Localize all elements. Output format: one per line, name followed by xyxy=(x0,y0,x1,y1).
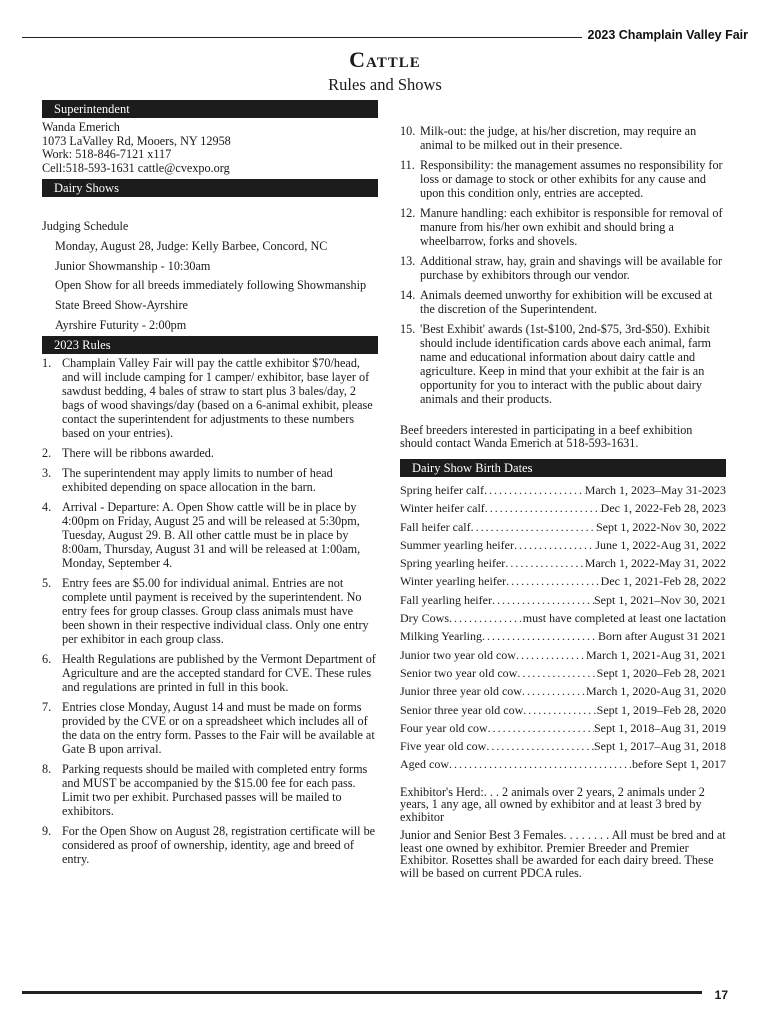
birth-date-row xyxy=(400,554,726,572)
rule-number: 3. xyxy=(42,465,52,480)
rule-number: 6. xyxy=(42,651,52,666)
birth-date-row xyxy=(400,682,726,700)
birth-date-value: Born after August 31 2021 xyxy=(598,629,726,644)
dot-leader xyxy=(486,737,594,755)
birth-date-label: Winter yearling heifer xyxy=(400,574,507,589)
left-column xyxy=(42,100,378,872)
rule-item xyxy=(42,700,378,756)
rule-item xyxy=(400,254,726,282)
birth-date-value: must have completed at least one lactation xyxy=(522,611,726,626)
birth-date-row xyxy=(400,755,726,773)
birth-date-value: before Sept 1, 2017 xyxy=(632,757,726,772)
rule-item xyxy=(42,652,378,694)
birth-date-row xyxy=(400,646,726,664)
rule-number: 15. xyxy=(400,322,416,336)
beef-note: Beef breeders interested in participating in a beef exhibition should contact Wanda Emerich at 518-593-1631. xyxy=(400,423,693,450)
page-title: Cattle xyxy=(349,47,421,72)
dot-leader xyxy=(506,572,601,590)
page-subtitle: Rules and Shows xyxy=(328,75,442,94)
birth-date-value: Sept 1, 2021–Nov 30, 2021 xyxy=(594,592,726,607)
rule-text: 'Best Exhibit' awards (1st-$100, 2nd-$75, 3rd-$50). Exhibit should include identification cards above each animal, farm name and educational information about dairy cattle and agriculture. Keep in mind that your exhibit at the fair is an opportunity for you to interact with the public about dairy animals and their products. xyxy=(420,322,712,406)
schedule-item: Monday, August 28, Judge: Kelly Barbee, Concord, NC xyxy=(55,239,328,253)
rule-number: 11. xyxy=(400,158,415,172)
rule-number: 1. xyxy=(42,355,52,370)
birth-date-row xyxy=(400,719,726,737)
birth-date-label: Winter heifer calf xyxy=(400,501,485,516)
birth-dates-list xyxy=(400,481,726,774)
dot-leader xyxy=(514,536,595,554)
rule-text: Milk-out: the judge, at his/her discretion, may require an animal to be milked out in their presence. xyxy=(420,124,697,152)
rule-text: Parking requests should be mailed with completed entry forms and MUST be accompanied by the $15.00 fee for each pass. Limit two per exhibit. Purchased passes will be mailed to exhibitors. xyxy=(62,761,368,818)
rule-number: 9. xyxy=(42,823,52,838)
birth-date-label: Senior two year old cow xyxy=(400,665,518,680)
birth-date-row xyxy=(400,499,726,517)
rule-item xyxy=(400,124,726,152)
birth-date-row xyxy=(400,518,726,536)
page-number: 17 xyxy=(714,988,728,1002)
superintendent-work-phone: Work: 518-846-7121 x117 xyxy=(42,147,172,161)
rule-item xyxy=(400,158,726,200)
dot-leader xyxy=(523,701,596,719)
birth-date-value: Sept 1, 2020–Feb 28, 2021 xyxy=(596,665,726,680)
herd-note: Junior and Senior Best 3 Females. . . . . . . . All must be bred and at least one owned by exhibitor. Premier Breeder and Premier Exhibitor. Rosettes shall be awarded for each dairy breed. These will be based on current PDCA rules. xyxy=(400,828,726,880)
rule-text: Arrival - Departure: A. Open Show cattle will be in place by 4:00pm on Friday, August 25 and will be released at 5:30pm, Tuesday, August 29. B. All other cattle must be in place by 8:00am, Thursday, August 31 and will be released at 1:00am, Monday, September 4. xyxy=(62,499,361,570)
dairy-shows-heading: Dairy Shows xyxy=(42,179,378,197)
birth-date-label: Dry Cows xyxy=(400,611,450,626)
superintendent-address: 1073 LaValley Rd, Mooers, NY 12958 xyxy=(42,133,231,148)
rule-item xyxy=(42,446,378,460)
rule-number: 10. xyxy=(400,124,416,138)
rule-number: 7. xyxy=(42,699,52,714)
rule-item xyxy=(42,500,378,570)
judging-schedule-label: Judging Schedule xyxy=(42,219,129,233)
schedule-item: Ayrshire Futurity - 2:00pm xyxy=(55,317,187,332)
birth-date-value: March 1, 2022-May 31, 2022 xyxy=(584,556,726,571)
superintendent-contact xyxy=(42,121,378,175)
dot-leader xyxy=(449,755,632,773)
rules-list-right xyxy=(400,124,726,406)
fair-title: 2023 Champlain Valley Fair xyxy=(587,28,748,42)
rule-number: 4. xyxy=(42,499,52,514)
birth-date-label: Five year old cow xyxy=(400,739,487,754)
birth-date-value: Sept 1, 2017–Aug 31, 2018 xyxy=(594,739,726,754)
birth-date-label: Senior three year old cow xyxy=(400,702,524,717)
dot-leader xyxy=(484,481,585,499)
rule-text: Champlain Valley Fair will pay the cattle exhibitor $70/head, and will include camping for 1 camper/ exhibitor, base layer of sawdust bedding, 4 bales of straw to start plus 3 bales/day, 2 bags of wood shavings/day (based on a 6-animal exhibit, please contact the superintendent for adjustments to these numbers based on your entries). xyxy=(62,355,373,440)
birth-date-label: Spring heifer calf xyxy=(400,483,484,497)
birth-date-row xyxy=(400,701,726,719)
superintendent-heading: Superintendent xyxy=(42,100,378,118)
schedule-item: Junior Showmanship - 10:30am xyxy=(55,259,211,273)
rule-text: Entry fees are $5.00 for individual animal. Entries are not complete until payment is received by the superintendent. No entry fees for group classes. Group class animals must have been shown in their respective individual class. Only one entry per exhibitor in each group class. xyxy=(62,575,369,646)
rule-text: Manure handling: each exhibitor is responsible for removal of manure from his/her own exhibit and should bring a wheelbarrow, forks and shovels. xyxy=(420,206,723,248)
birth-date-label: Aged cow xyxy=(400,757,449,772)
birth-date-row xyxy=(400,572,726,590)
birth-date-row xyxy=(400,627,726,645)
rules-heading: 2023 Rules xyxy=(42,336,378,354)
birth-date-label: Milking Yearling xyxy=(400,629,483,644)
superintendent-name: Wanda Emerich xyxy=(42,120,120,134)
dot-leader xyxy=(449,609,523,627)
rule-item xyxy=(400,322,726,406)
dot-leader xyxy=(471,518,596,536)
rule-text: Health Regulations are published by the Vermont Department of Agriculture and are the accepted standard for CVE. These rules and regulations are printed in full in this book. xyxy=(62,651,376,694)
birth-date-label: Four year old cow xyxy=(400,720,488,735)
birth-date-value: Dec 1, 2021-Feb 28, 2022 xyxy=(600,574,726,589)
dot-leader xyxy=(482,627,598,645)
birth-date-row xyxy=(400,664,726,682)
birth-dates-heading: Dairy Show Birth Dates xyxy=(400,459,726,477)
birth-date-row xyxy=(400,536,726,554)
right-column xyxy=(400,122,726,885)
birth-date-row xyxy=(400,737,726,755)
rule-number: 5. xyxy=(42,575,52,590)
rule-item xyxy=(42,466,378,494)
birth-date-value: March 1, 2020-Aug 31, 2020 xyxy=(586,684,726,699)
rule-text: Responsibility: the management assumes no responsibility for loss or damage to stock or other exhibits for any cause and upon this condition only, entries are accepted. xyxy=(420,158,723,200)
rule-item xyxy=(42,576,378,646)
dot-leader xyxy=(505,554,584,572)
rule-item xyxy=(42,762,378,818)
birth-date-label: Fall heifer calf xyxy=(400,519,471,534)
rule-item xyxy=(400,206,726,248)
birth-date-label: Spring yearling heifer xyxy=(400,556,506,571)
birth-date-value: Sept 1, 2019–Feb 28, 2020 xyxy=(596,702,726,717)
birth-date-row xyxy=(400,481,726,499)
birth-date-label: Fall yearling heifer xyxy=(400,592,492,607)
rule-number: 12. xyxy=(400,206,416,220)
birth-date-label: Junior two year old cow xyxy=(400,647,516,662)
rule-item xyxy=(42,356,378,440)
birth-date-row xyxy=(400,591,726,609)
rule-item xyxy=(400,288,726,316)
dot-leader xyxy=(517,664,596,682)
schedule-item: State Breed Show-Ayrshire xyxy=(55,297,188,312)
rule-number: 2. xyxy=(42,445,52,460)
birth-date-value: March 1, 2023–May 31-2023 xyxy=(584,483,726,497)
herd-note: Exhibitor's Herd:. . . 2 animals over 2 years, 2 animals under 2 years, 1 any age, all owned by exhibitor and at least 3 bred by exhibitor xyxy=(400,784,705,824)
rule-number: 14. xyxy=(400,288,416,302)
dot-leader xyxy=(485,499,601,517)
dot-leader xyxy=(488,719,594,737)
schedule-item: Open Show for all breeds immediately following Showmanship xyxy=(55,278,367,292)
rule-text: Entries close Monday, August 14 and must be made on forms provided by the CVE or on a spreadsheet which includes all of the data on the entry form. Passes to the Fair will be available at Gate B upon arrival. xyxy=(62,699,375,756)
birth-date-value: Sept 1, 2022-Nov 30, 2022 xyxy=(596,519,726,534)
rule-text: Animals deemed unworthy for exhibition will be excused at the discretion of the Superintendent. xyxy=(420,288,713,316)
dot-leader xyxy=(522,682,586,700)
rule-text: There will be ribbons awarded. xyxy=(62,445,214,460)
footer-rule xyxy=(22,991,702,994)
birth-date-value: Dec 1, 2022-Feb 28, 2023 xyxy=(600,501,726,516)
rule-item xyxy=(42,824,378,866)
birth-date-label: Junior three year old cow xyxy=(400,684,522,699)
rule-text: For the Open Show on August 28, registration certificate will be considered as proof of ownership, identity, age and breed of entry. xyxy=(62,823,376,866)
rule-text: Additional straw, hay, grain and shavings will be available for purchase by exhibitors through our vendor. xyxy=(420,254,723,282)
rule-text: The superintendent may apply limits to number of head exhibited depending on space allocation in the barn. xyxy=(62,465,333,494)
birth-date-value: March 1, 2021-Aug 31, 2021 xyxy=(586,647,726,662)
birth-date-row xyxy=(400,609,726,627)
birth-date-value: Sept 1, 2018–Aug 31, 2019 xyxy=(594,720,726,735)
superintendent-cell-email: Cell:518-593-1631 cattle@cvexpo.org xyxy=(42,160,230,175)
birth-date-label: Summer yearling heifer xyxy=(400,537,514,552)
birth-date-value: June 1, 2022-Aug 31, 2022 xyxy=(595,537,726,552)
rule-number: 13. xyxy=(400,254,416,268)
rule-number: 8. xyxy=(42,761,52,776)
rules-list-left xyxy=(42,356,378,866)
dot-leader xyxy=(516,646,586,664)
dot-leader xyxy=(492,591,594,609)
header-rule xyxy=(22,37,582,38)
